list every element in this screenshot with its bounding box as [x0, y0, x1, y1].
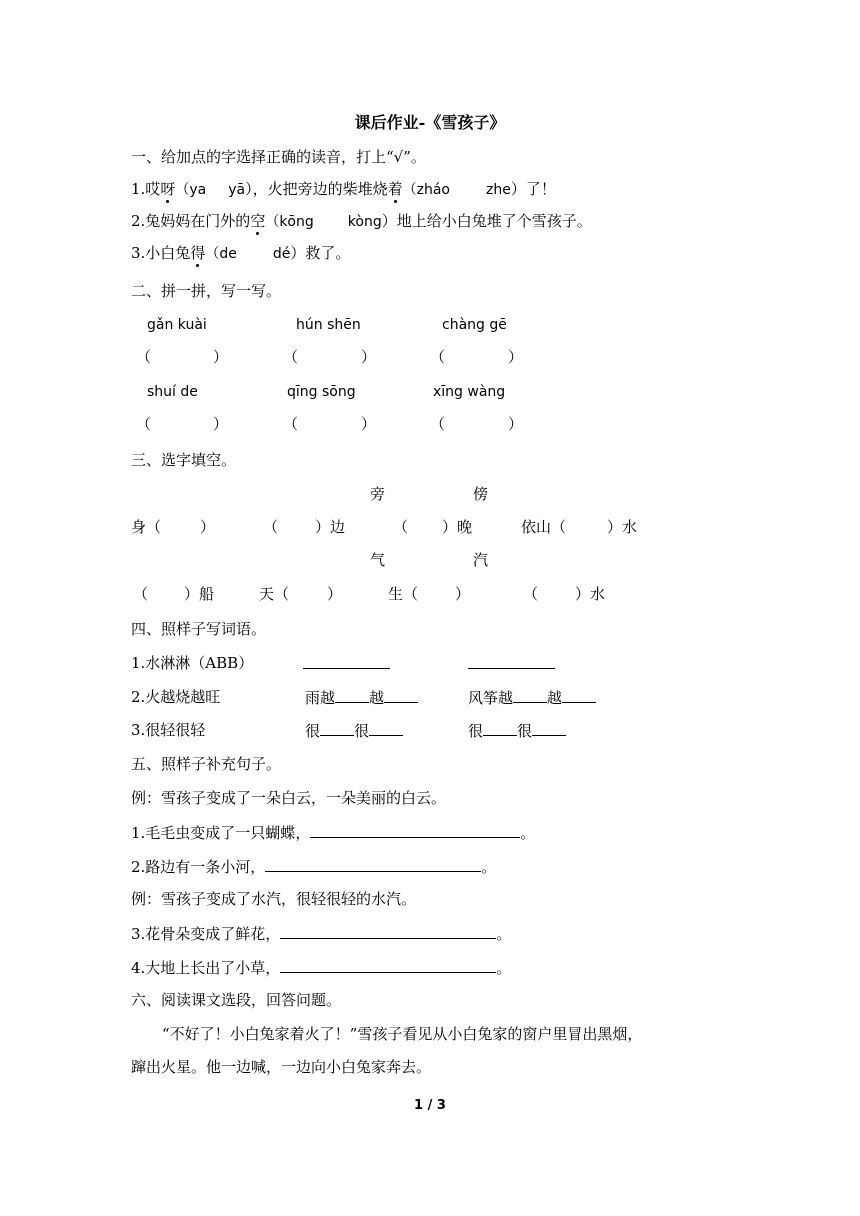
- q2-option-b: kòng: [347, 214, 382, 230]
- sentence-blank[interactable]: [310, 822, 520, 838]
- pinyin-3: chàng gē: [442, 317, 507, 333]
- answer-paren-4-open: （: [136, 415, 152, 433]
- s5-example-2: 例：雪孩子变成了水汽，很轻很轻的水汽。: [131, 890, 417, 908]
- fill-8b: ）水: [575, 585, 606, 603]
- section-2-heading: 二、拼一拼，写一写。: [131, 282, 282, 300]
- sentence-end: 。: [481, 858, 497, 876]
- pinyin-4: shuí de: [147, 384, 198, 400]
- choice-char-qi: 气: [370, 551, 386, 569]
- sentence-start: 4.大地上长出了小草，: [131, 959, 281, 977]
- q3-dotted-char: 得: [190, 244, 206, 262]
- q1-text-a: 1.哎: [131, 180, 161, 198]
- fill-4b: ）水: [607, 518, 638, 536]
- blank[interactable]: [384, 687, 418, 703]
- page-title: 课后作业-《雪孩子》: [354, 113, 506, 132]
- s4-answer-2a: [305, 687, 418, 708]
- blank[interactable]: [320, 720, 354, 736]
- fill-2b: ）边: [315, 518, 346, 536]
- s1-question-3: [131, 243, 350, 264]
- s4-answer-3a: [305, 720, 403, 741]
- blank[interactable]: [335, 687, 369, 703]
- fill-8a: （: [523, 585, 539, 603]
- fill-3a: （: [393, 518, 409, 536]
- blank[interactable]: [369, 720, 403, 736]
- q2-text-c: ）地上给小白兔堆了个雪孩子。: [381, 212, 592, 230]
- q1-option-1b: yā: [228, 182, 246, 198]
- word-mid: 越: [369, 689, 385, 707]
- sentence-start: 3.花骨朵变成了鲜花，: [131, 925, 281, 943]
- fill-6b: ）: [327, 585, 343, 603]
- fill-1b: ）: [200, 518, 216, 536]
- pinyin-5: qīng sōng: [287, 384, 356, 400]
- answer-paren-2-open: （: [283, 348, 299, 366]
- sentence-start: 2.路边有一条小河，: [131, 858, 266, 876]
- fill-5b: ）船: [184, 585, 215, 603]
- s4-question-1: 1.水淋淋（ABB）: [131, 654, 254, 672]
- word-mid: 很: [517, 722, 533, 740]
- passage-line-2: 蹿出火星。他一边喊，一边向小白兔家奔去。: [131, 1058, 432, 1076]
- q2-text-a: 2.兔妈妈在门外的: [131, 212, 251, 230]
- s4-answer-3b: [468, 720, 566, 741]
- sentence-start: 1.毛毛虫变成了一只蝴蝶，: [131, 824, 311, 842]
- word-prefix: 风筝越: [468, 689, 514, 707]
- s4-blank-1a[interactable]: [303, 653, 390, 674]
- section-5-heading: 五、照样子补充句子。: [131, 755, 282, 773]
- s4-blank-1b[interactable]: [468, 653, 555, 674]
- word-mid: 很: [354, 722, 370, 740]
- section-4-heading: 四、照样子写词语。: [131, 620, 267, 638]
- blank[interactable]: [513, 687, 547, 703]
- word-mid: 越: [547, 689, 563, 707]
- s5-example-1: 例：雪孩子变成了一朵白云，一朵美丽的白云。: [131, 789, 447, 807]
- s5-question-2: [131, 856, 496, 877]
- section-1-heading: 一、给加点的字选择正确的读音，打上“√”。: [131, 148, 426, 166]
- sentence-end: 。: [496, 925, 512, 943]
- q3-text-a: 3.小白兔: [131, 244, 191, 262]
- blank[interactable]: [483, 720, 517, 736]
- fill-7b: ）: [455, 585, 471, 603]
- fill-6a: 天（: [259, 585, 290, 603]
- s1-question-2: [131, 211, 592, 232]
- choice-char-qi-steam: 汽: [473, 551, 489, 569]
- q2-option-a: （kōng: [265, 214, 314, 230]
- answer-paren-6-close: ）: [508, 415, 524, 433]
- sentence-blank[interactable]: [280, 923, 496, 939]
- fill-7a: 生（: [388, 585, 419, 603]
- q3-option-b: dé: [272, 246, 291, 262]
- s4-answer-2b: [468, 687, 596, 708]
- answer-paren-3-open: （: [430, 348, 446, 366]
- sentence-blank[interactable]: [265, 856, 481, 872]
- answer-paren-3-close: ）: [508, 348, 524, 366]
- q1-option-2a: （zháo: [402, 182, 450, 198]
- sentence-end: 。: [520, 824, 536, 842]
- answer-paren-1-close: ）: [213, 348, 229, 366]
- word-prefix: 雨越: [305, 689, 336, 707]
- section-3-heading: 三、选字填空。: [131, 451, 237, 469]
- fill-4a: 依山（: [521, 518, 567, 536]
- pinyin-6: xīng wàng: [433, 384, 506, 400]
- q1-option-2b: zhe: [485, 182, 511, 198]
- choice-char-bang: 傍: [473, 485, 489, 503]
- blank[interactable]: [532, 720, 566, 736]
- fill-3b: ）晚: [442, 518, 473, 536]
- answer-paren-5-close: ）: [361, 415, 377, 433]
- answer-paren-4-close: ）: [213, 415, 229, 433]
- section-6-heading: 六、阅读课文选段，回答问题。: [131, 991, 342, 1009]
- q3-text-c: ）救了。: [290, 244, 351, 262]
- s1-question-1: [131, 179, 556, 200]
- q2-dotted-char: 空: [250, 212, 266, 230]
- fill-5a: （: [133, 585, 149, 603]
- answer-paren-1-open: （: [136, 348, 152, 366]
- word-prefix: 很: [305, 722, 321, 740]
- s5-question-3: [131, 923, 511, 944]
- q3-option-a: （de: [205, 246, 237, 262]
- q1-dotted-char-2: 着: [387, 180, 403, 198]
- word-prefix: 很: [468, 722, 484, 740]
- passage-line-1: “不好了！小白兔家着火了！”雪孩子看见从小白兔家的窗户里冒出黑烟，: [162, 1025, 643, 1043]
- page-number: 1 / 3: [414, 1098, 446, 1113]
- answer-paren-6-open: （: [430, 415, 446, 433]
- q1-text-e: ）了！: [510, 180, 556, 198]
- choice-char-pang: 旁: [370, 485, 386, 503]
- q1-dotted-char-1: 呀: [160, 180, 176, 198]
- pinyin-1: gǎn kuài: [147, 317, 207, 333]
- s4-question-3: 3.很轻很轻: [131, 721, 206, 739]
- sentence-end: 。: [496, 959, 512, 977]
- sentence-blank[interactable]: [280, 957, 496, 973]
- fill-1a: 身（: [131, 518, 162, 536]
- s5-question-4: [131, 957, 511, 978]
- q1-option-1a: （ya: [175, 182, 207, 198]
- answer-paren-5-open: （: [283, 415, 299, 433]
- s4-question-2: 2.火越烧越旺: [131, 688, 221, 706]
- s5-question-1: [131, 822, 535, 843]
- q1-text-c: ），火把旁边的柴堆烧: [245, 180, 388, 198]
- pinyin-2: hún shēn: [296, 317, 361, 333]
- fill-2a: （: [263, 518, 279, 536]
- answer-paren-2-close: ）: [361, 348, 377, 366]
- blank[interactable]: [562, 687, 596, 703]
